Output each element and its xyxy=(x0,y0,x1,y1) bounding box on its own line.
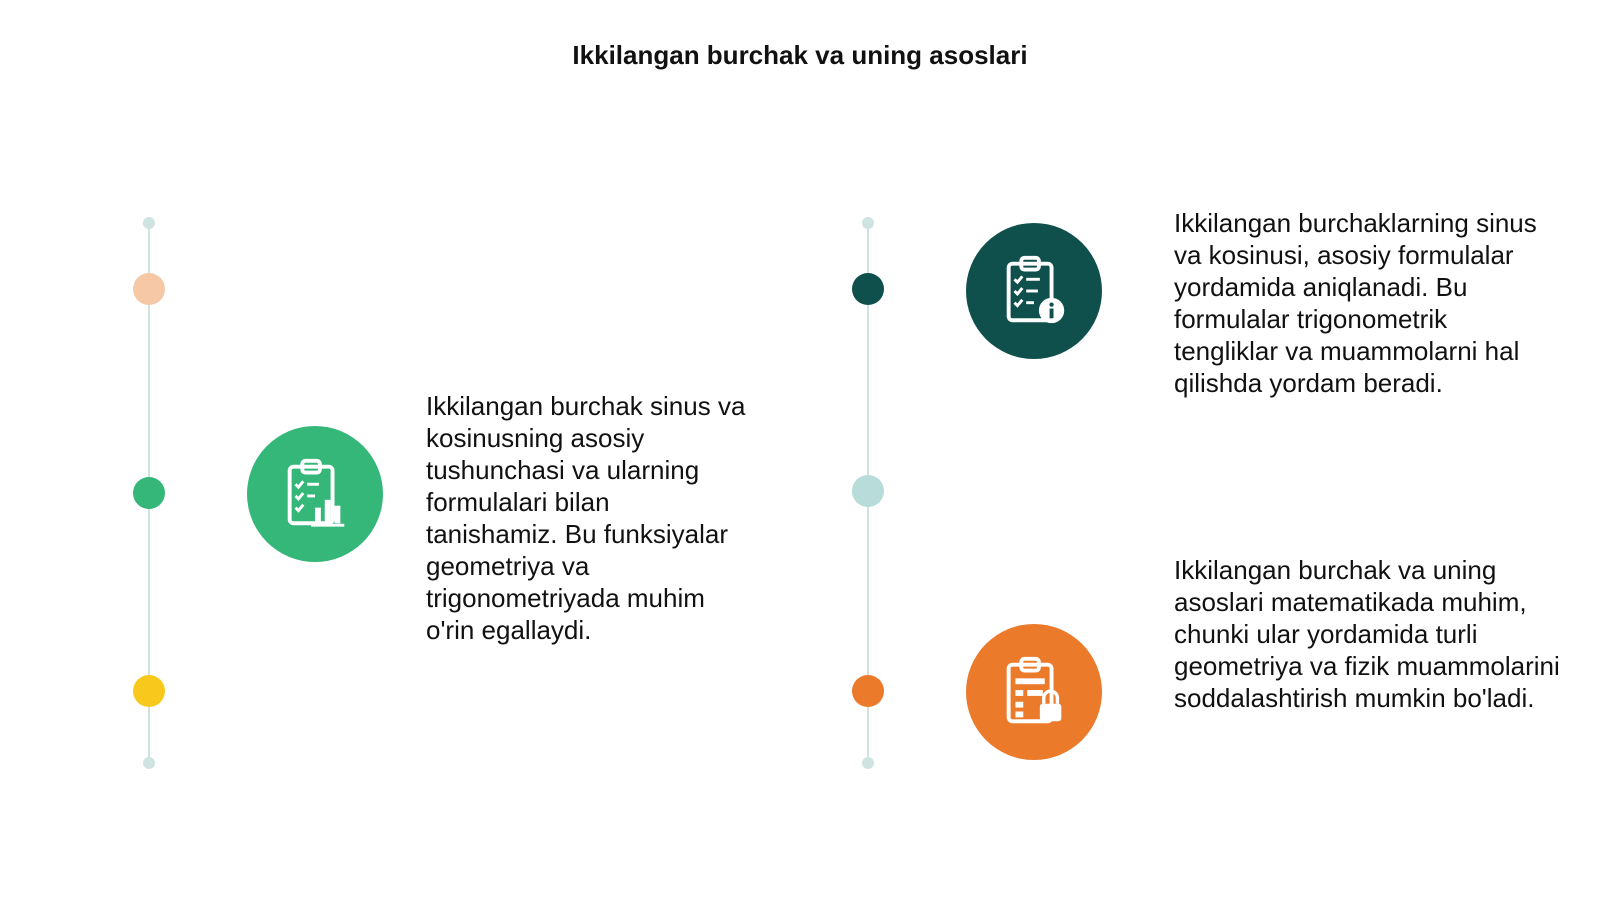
clipboard-lock-icon xyxy=(995,653,1073,731)
page-title: Ikkilangan burchak va uning asoslari xyxy=(572,40,1028,70)
item-1-text: Ikkilangan burchak sinus va kosinusning asosiy tushunchasi va ularning formulalari bilan tanishamiz. Bu funksiyalar geometriya va trigonometriyada muhim o'rin egallaydi. xyxy=(426,391,746,645)
item-3-text: Ikkilangan burchak va uning asoslari matematikada muhim, chunki ular yordamida turli geometriya va fizik muammolarini soddalashtirish mumkin bo'ladi. xyxy=(1174,555,1560,713)
clipboard-chart-icon xyxy=(276,455,354,533)
item-2-text: Ikkilangan burchaklarning sinus va kosinusi, asosiy formulalar yordamida aniqlanadi. Bu formulalar trigonometrik tengliklar va muammolarni hal qilishda yordam beradi. xyxy=(1174,208,1537,398)
timeline-right-bottom-cap xyxy=(862,757,874,769)
timeline-left-node-peach xyxy=(133,273,165,305)
timeline-right-node-dark-teal xyxy=(852,273,884,305)
item-2-badge xyxy=(966,223,1102,359)
timeline-right-node-light-teal xyxy=(852,475,884,507)
timeline-left-bottom-cap xyxy=(143,757,155,769)
item-1-badge xyxy=(247,426,383,562)
timeline-left-node-yellow xyxy=(133,675,165,707)
item-3-badge xyxy=(966,624,1102,760)
timeline-left-node-green xyxy=(133,477,165,509)
clipboard-info-icon xyxy=(995,252,1073,330)
timeline-right-node-orange xyxy=(852,675,884,707)
